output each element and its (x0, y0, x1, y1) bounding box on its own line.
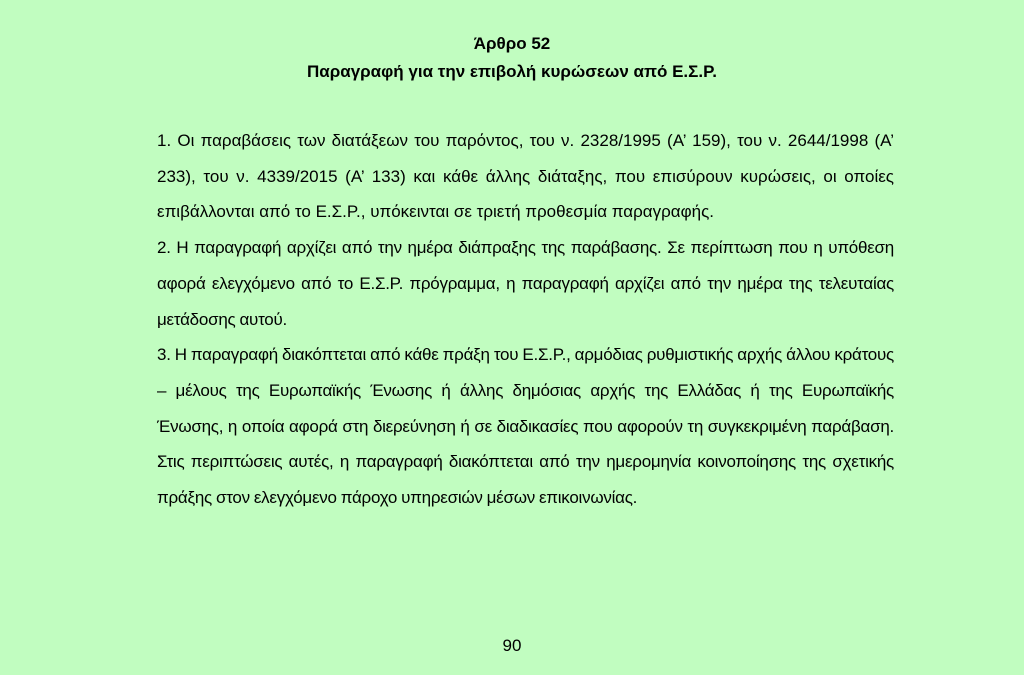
page-number: 90 (502, 636, 522, 655)
article-body (157, 123, 894, 516)
article-number: Άρθρο 52 (473, 34, 551, 53)
article-title: Παραγραφή για την επιβολή κυρώσεων από Ε.Σ.Ρ. (307, 62, 717, 81)
paragraph-3: 3. Η παραγραφή διακόπτεται από κάθε πράξη του Ε.Σ.Ρ., αρμόδιας ρυθμιστικής αρχής άλλου κράτους – μέλους της Ευρωπαϊκής Ένωσης ή άλλης δημόσιας αρχής της Ελλάδας ή της Ευρωπαϊκής Ένωσης, η οποία αφορά στη διερεύνηση ή σε διαδικασίες που αφορούν τη συγκεκριμένη παράβαση. Στις περιπτώσεις αυτές, η παραγραφή διακόπτεται από την ημερομηνία κοινοποίησης της σχετικής πράξης στον ελεγχόμενο πάροχο υπηρεσιών μέσων επικοινωνίας. (157, 345, 894, 508)
paragraph-2: 2. Η παραγραφή αρχίζει από την ημέρα διάπραξης της παράβασης. Σε περίπτωση που η υπόθεση αφορά ελεγχόμενο από το Ε.Σ.Ρ. πρόγραμμα, η παραγραφή αρχίζει από την ημέρα της τελευταίας μετάδοσης αυτού. (157, 238, 894, 329)
paragraph-1: 1. Οι παραβάσεις των διατάξεων του παρόντος, του ν. 2328/1995 (Α’ 159), του ν. 2644/1998 (Α’ 233), του ν. 4339/2015 (Α’ 133) και κάθε άλλης διάταξης, που επισύρουν κυρώσεις, οι οποίες επιβάλλονται από το Ε.Σ.Ρ., υπόκεινται σε τριετή προθεσμία παραγραφής. (157, 131, 894, 222)
